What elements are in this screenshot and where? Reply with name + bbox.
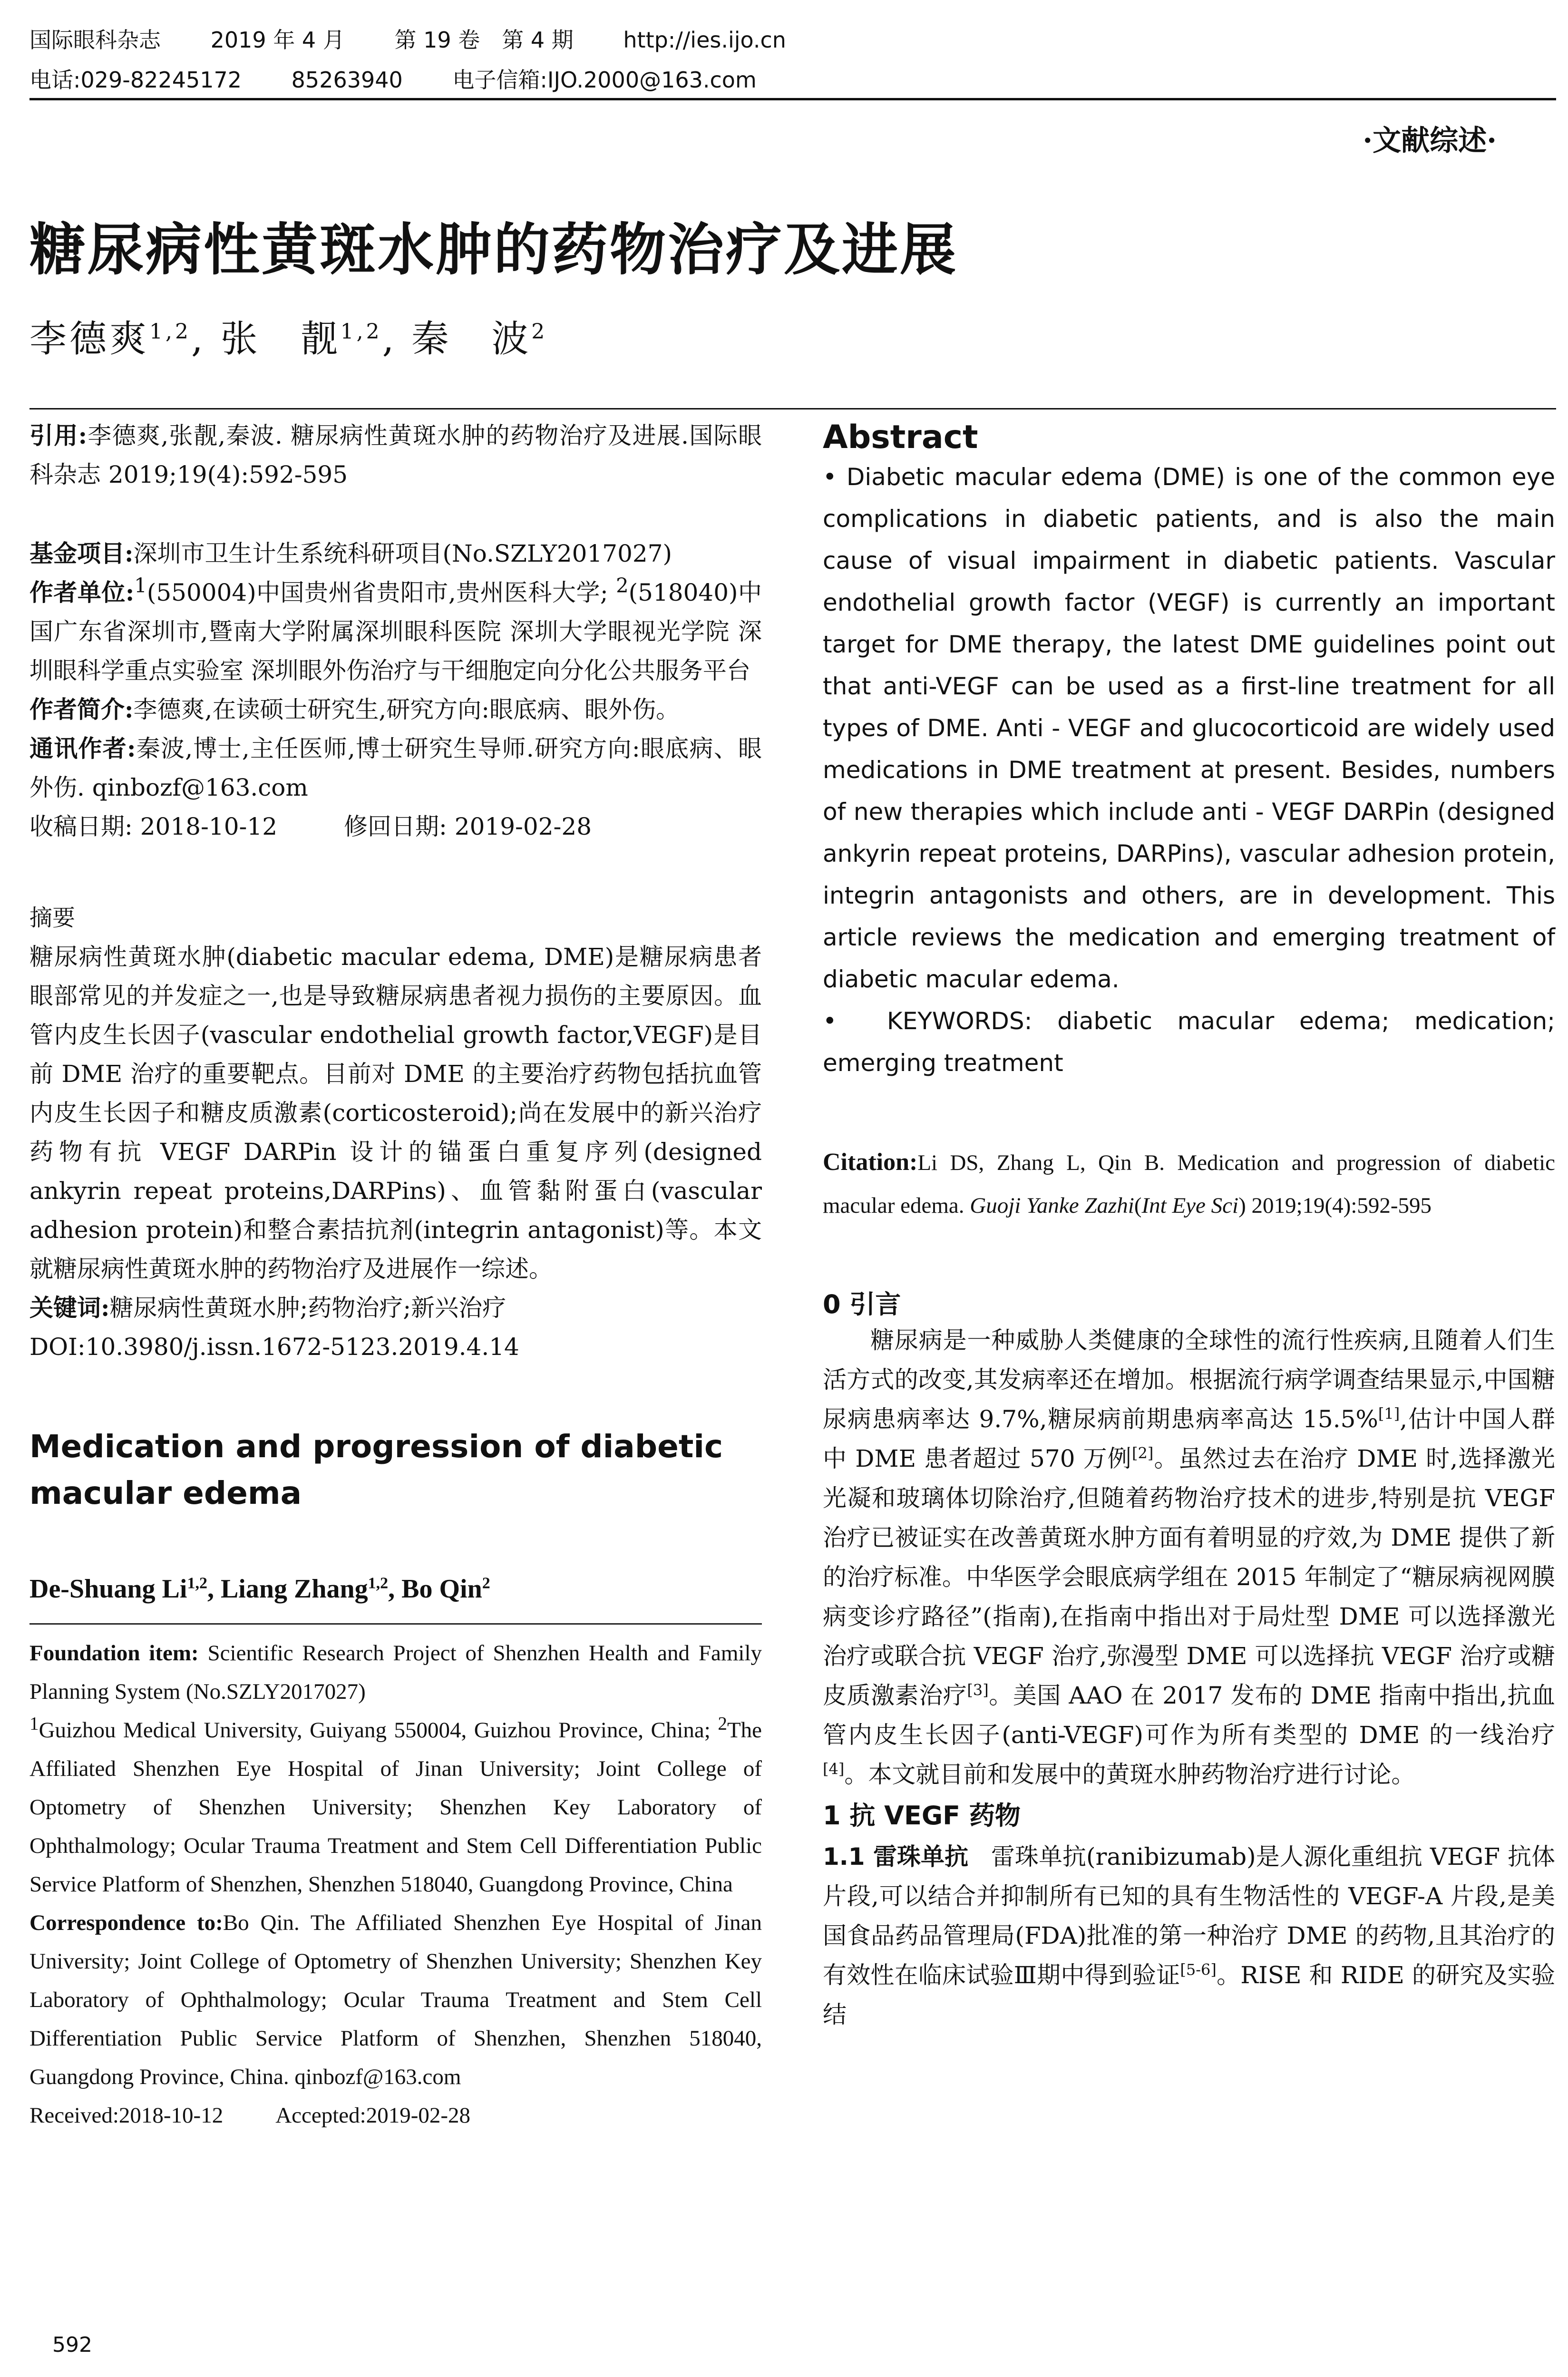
left-column [29, 416, 762, 2135]
bullet-icon: • [823, 1007, 887, 1035]
issue-date: 2019 年 4 月 [210, 27, 345, 53]
abstract-text-cn: 糖尿病性黄斑水肿(diabetic macular edema, DME)是糖尿病患者眼部常见的并发症之一,也是导致糖尿病患者视力损伤的主要原因。血管内皮生长因子(vascular endothelial growth factor,VEGF)是目前 DME 治疗的重要靶点。目前对 DME 的主要治疗药物包括抗血管内皮生长因子和糖皮质激素(corticosteroid);尚在发展中的新兴治疗药物有抗 VEGF DARPin 设计的锚蛋白重复序列(designed ankyrin repeat proteins,DARPins)、血管黏附蛋白(vascular adhesion protein)和整合素拮抗剂(integrin antagonist)等。本文就糖尿病性黄斑水肿的药物治疗及进展作一综述。 [29, 943, 762, 1283]
doi: DOI:10.3980/j.issn.1672-5123.2019.4.14 [29, 1333, 519, 1361]
ref-marker[interactable]: [5-6] [1180, 1960, 1217, 1979]
volume-issue: 第 19 卷 第 4 期 [394, 27, 574, 53]
running-header-bottom [29, 63, 799, 94]
phone: 电话:029-82245172 [29, 67, 242, 93]
section1-heading: 1 抗 VEGF 药物 [823, 1801, 1021, 1831]
affiliation-cn: 作者单位:$^1$(550004)中国贵州省贵阳市,贵州医科大学; $^2$(518040)中国广东省深圳市,暨南大学附属深圳眼科医院 深圳大学眼视光学院 深圳眼科学重点实验室 深圳眼外伤治疗与干细胞定向分化公共服务平台 [29, 574, 762, 684]
bullet-icon: • [823, 463, 847, 491]
section-tag: ·文献综述· [1363, 124, 1497, 157]
dates-cn: 收稿日期: 2018-10-12 修回日期: 2019-02-28 [29, 813, 592, 840]
english-title: Medication and progression of diabetic macular edema [29, 1428, 723, 1511]
dates-en: Received:2018-10-12 Accepted:2019-02-28 [29, 2103, 471, 2128]
ref-marker[interactable]: [1] [1378, 1404, 1400, 1423]
page-number: 592 [52, 2333, 92, 2357]
author-name: 张 靓 [220, 318, 341, 360]
intro-heading: 0 引言 [823, 1289, 901, 1319]
correspondence-cn: 通讯作者:秦波,博士,主任医师,博士研究生导师.研究方向:眼底病、眼外伤. qinbozf@163.com [29, 734, 762, 801]
affiliation-en: $^1$Guizhou Medical University, Guiyang 550004, Guizhou Province, China; $^2$The Affiliated Shenzhen Eye Hospital of Jinan University; Joint College of Optometry of Shenzhen University; Shenzhen Key Laboratory of Ophthalmology; Ocular Trauma Treatment and Stem Cell Differentiation Public Service Platform of Shenzhen, Shenzhen 518040, Guangdong Province, China [29, 1713, 762, 1897]
ref-marker[interactable]: [2] [1132, 1444, 1154, 1462]
abstract-heading-cn: 摘要 [29, 905, 76, 931]
running-header-top [29, 23, 829, 54]
authors-en: De-Shuang Li$^{1,2}$, Liang Zhang$^{1,2}$, Bo Qin$^2$ [29, 1574, 490, 1604]
journal-name: 国际眼科杂志 [29, 27, 161, 53]
author-name: 李德爽 [29, 318, 150, 360]
email: 电子信箱:IJO.2000@163.com [452, 67, 757, 93]
ref-marker[interactable]: [3] [967, 1681, 989, 1699]
abstract-text-en: • Diabetic macular edema (DME) is one of the common eye complications in diabetic patients, and is also the main cause of visual impairment in diabetic patients. Vascular endothelial growth factor (VEGF) is currently an important target for DME therapy, the latest DME guidelines point out that anti-VEGF can be used as a first-line treatment for all types of DME. Anti - VEGF and glucocorticoid are widely used medications in DME treatment at present. Besides, numbers of new therapies which include anti - VEGF DARPin (designed ankyrin repeat proteins, DARPins), vascular adhesion protein, integrin antagonists and others, are in development. This article reviews the medication and emerging treatment of diabetic macular edema. [823, 463, 1555, 993]
author-affil: 1,2 [340, 320, 382, 344]
section1-1-label: 1.1 雷珠单抗 [823, 1843, 969, 1870]
intro-paragraph: 糖尿病是一种威胁人类健康的全球性的流行性疾病,且随着人们生活方式的改变,其发病率还在增加。根据流行病学调查结果显示,中国糖尿病患病率达 9.7%,糖尿病前期患病率高达 15.5%[1],估计中国人群中 DME 患者超过 570 万例[2]。虽然过去在治疗 DME 时,选择激光光凝和玻璃体切除治疗,但随着药物治疗技术的进步,特别是抗 VEGF 治疗已被证实在改善黄斑水肿方面有着明显的疗效,为 DME 提供了新的治疗标准。中华医学会眼底病学组在 2015 年制定了“糖尿病视网膜病变诊疗路径”(指南),在指南中指出对于局灶型 DME 可以选择激光治疗或联合抗 VEGF 治疗,弥漫型 DME 可以选择抗 VEGF 治疗或糖皮质激素治疗[3]。美国 AAO 在 2017 发布的 DME 指南中指出,抗血管内皮生长因子(anti-VEGF)可作为所有类型的 DME 的一线治疗[4]。本文就目前和发展中的黄斑水肿药物治疗进行讨论。 [823, 1326, 1555, 1788]
authors-cn: 李德爽$^{1,2}$, 张 靓$^{1,2}$, 秦 波$^2$ [29, 318, 548, 360]
phone-secondary: 85263940 [291, 67, 403, 93]
abstract-heading-en: Abstract [823, 419, 978, 456]
author-affil: 1,2 [149, 320, 191, 344]
foundation-en: Foundation item: Scientific Research Project of Shenzhen Health and Family Planning System (No.SZLY2017027) [29, 1641, 762, 1704]
author-bio-cn: 作者简介:李德爽,在读硕士研究生,研究方向:眼底病、眼外伤。 [29, 695, 680, 723]
citation-cn: 引用:李德爽,张靓,秦波. 糖尿病性黄斑水肿的药物治疗及进展.国际眼科杂志 2019;19(4):592-595 [29, 421, 762, 488]
title-rule [29, 408, 1556, 409]
header-rule [29, 98, 1556, 100]
correspondence-en: Correspondence to:Bo Qin. The Affiliated Shenzhen Eye Hospital of Jinan University; Joint College of Optometry of Shenzhen University; Shenzhen Key Laboratory of Ophthalmology; Ocular Trauma Treatment and Stem Cell Differentiation Public Service Platform of Shenzhen, Shenzhen 518040, Guangdong Province, China. qinbozf@163.com [29, 1910, 762, 2089]
author-name: 秦 波 [411, 318, 532, 360]
keywords-cn: 关键词:糖尿病性黄斑水肿;药物治疗;新兴治疗 [29, 1294, 506, 1322]
ref-marker[interactable]: [4] [823, 1760, 845, 1778]
citation-en: Citation:Li DS, Zhang L, Qin B. Medication and progression of diabetic macular edema. Guoji Yanke Zazhi(Int Eye Sci) 2019;19(4):592-595 [823, 1149, 1555, 1218]
foundation-cn: 基金项目:深圳市卫生计生系统科研项目(No.SZLY2017027) [29, 539, 672, 567]
keywords-en: • KEYWORDS: diabetic macular edema; medication; emerging treatment [823, 1007, 1555, 1077]
right-column [823, 419, 1555, 2035]
journal-url: http://ies.ijo.cn [623, 27, 786, 53]
article-title: 糖尿病性黄斑水肿的药物治疗及进展 [29, 216, 958, 283]
author-affil: 2 [531, 320, 548, 344]
section1-1-paragraph: 1.1 雷珠单抗 雷珠单抗(ranibizumab)是人源化重组抗 VEGF 抗体片段,可以结合并抑制所有已知的具有生物活性的 VEGF-A 片段,是美国食品药品管理局(FDA)批准的第一种治疗 DME 的药物,且其治疗的有效性在临床试验Ⅲ期中得到验证[5-6]。RISE 和 RIDE 的研究及实验结 [823, 1843, 1556, 2028]
column-divider [29, 1623, 762, 1625]
